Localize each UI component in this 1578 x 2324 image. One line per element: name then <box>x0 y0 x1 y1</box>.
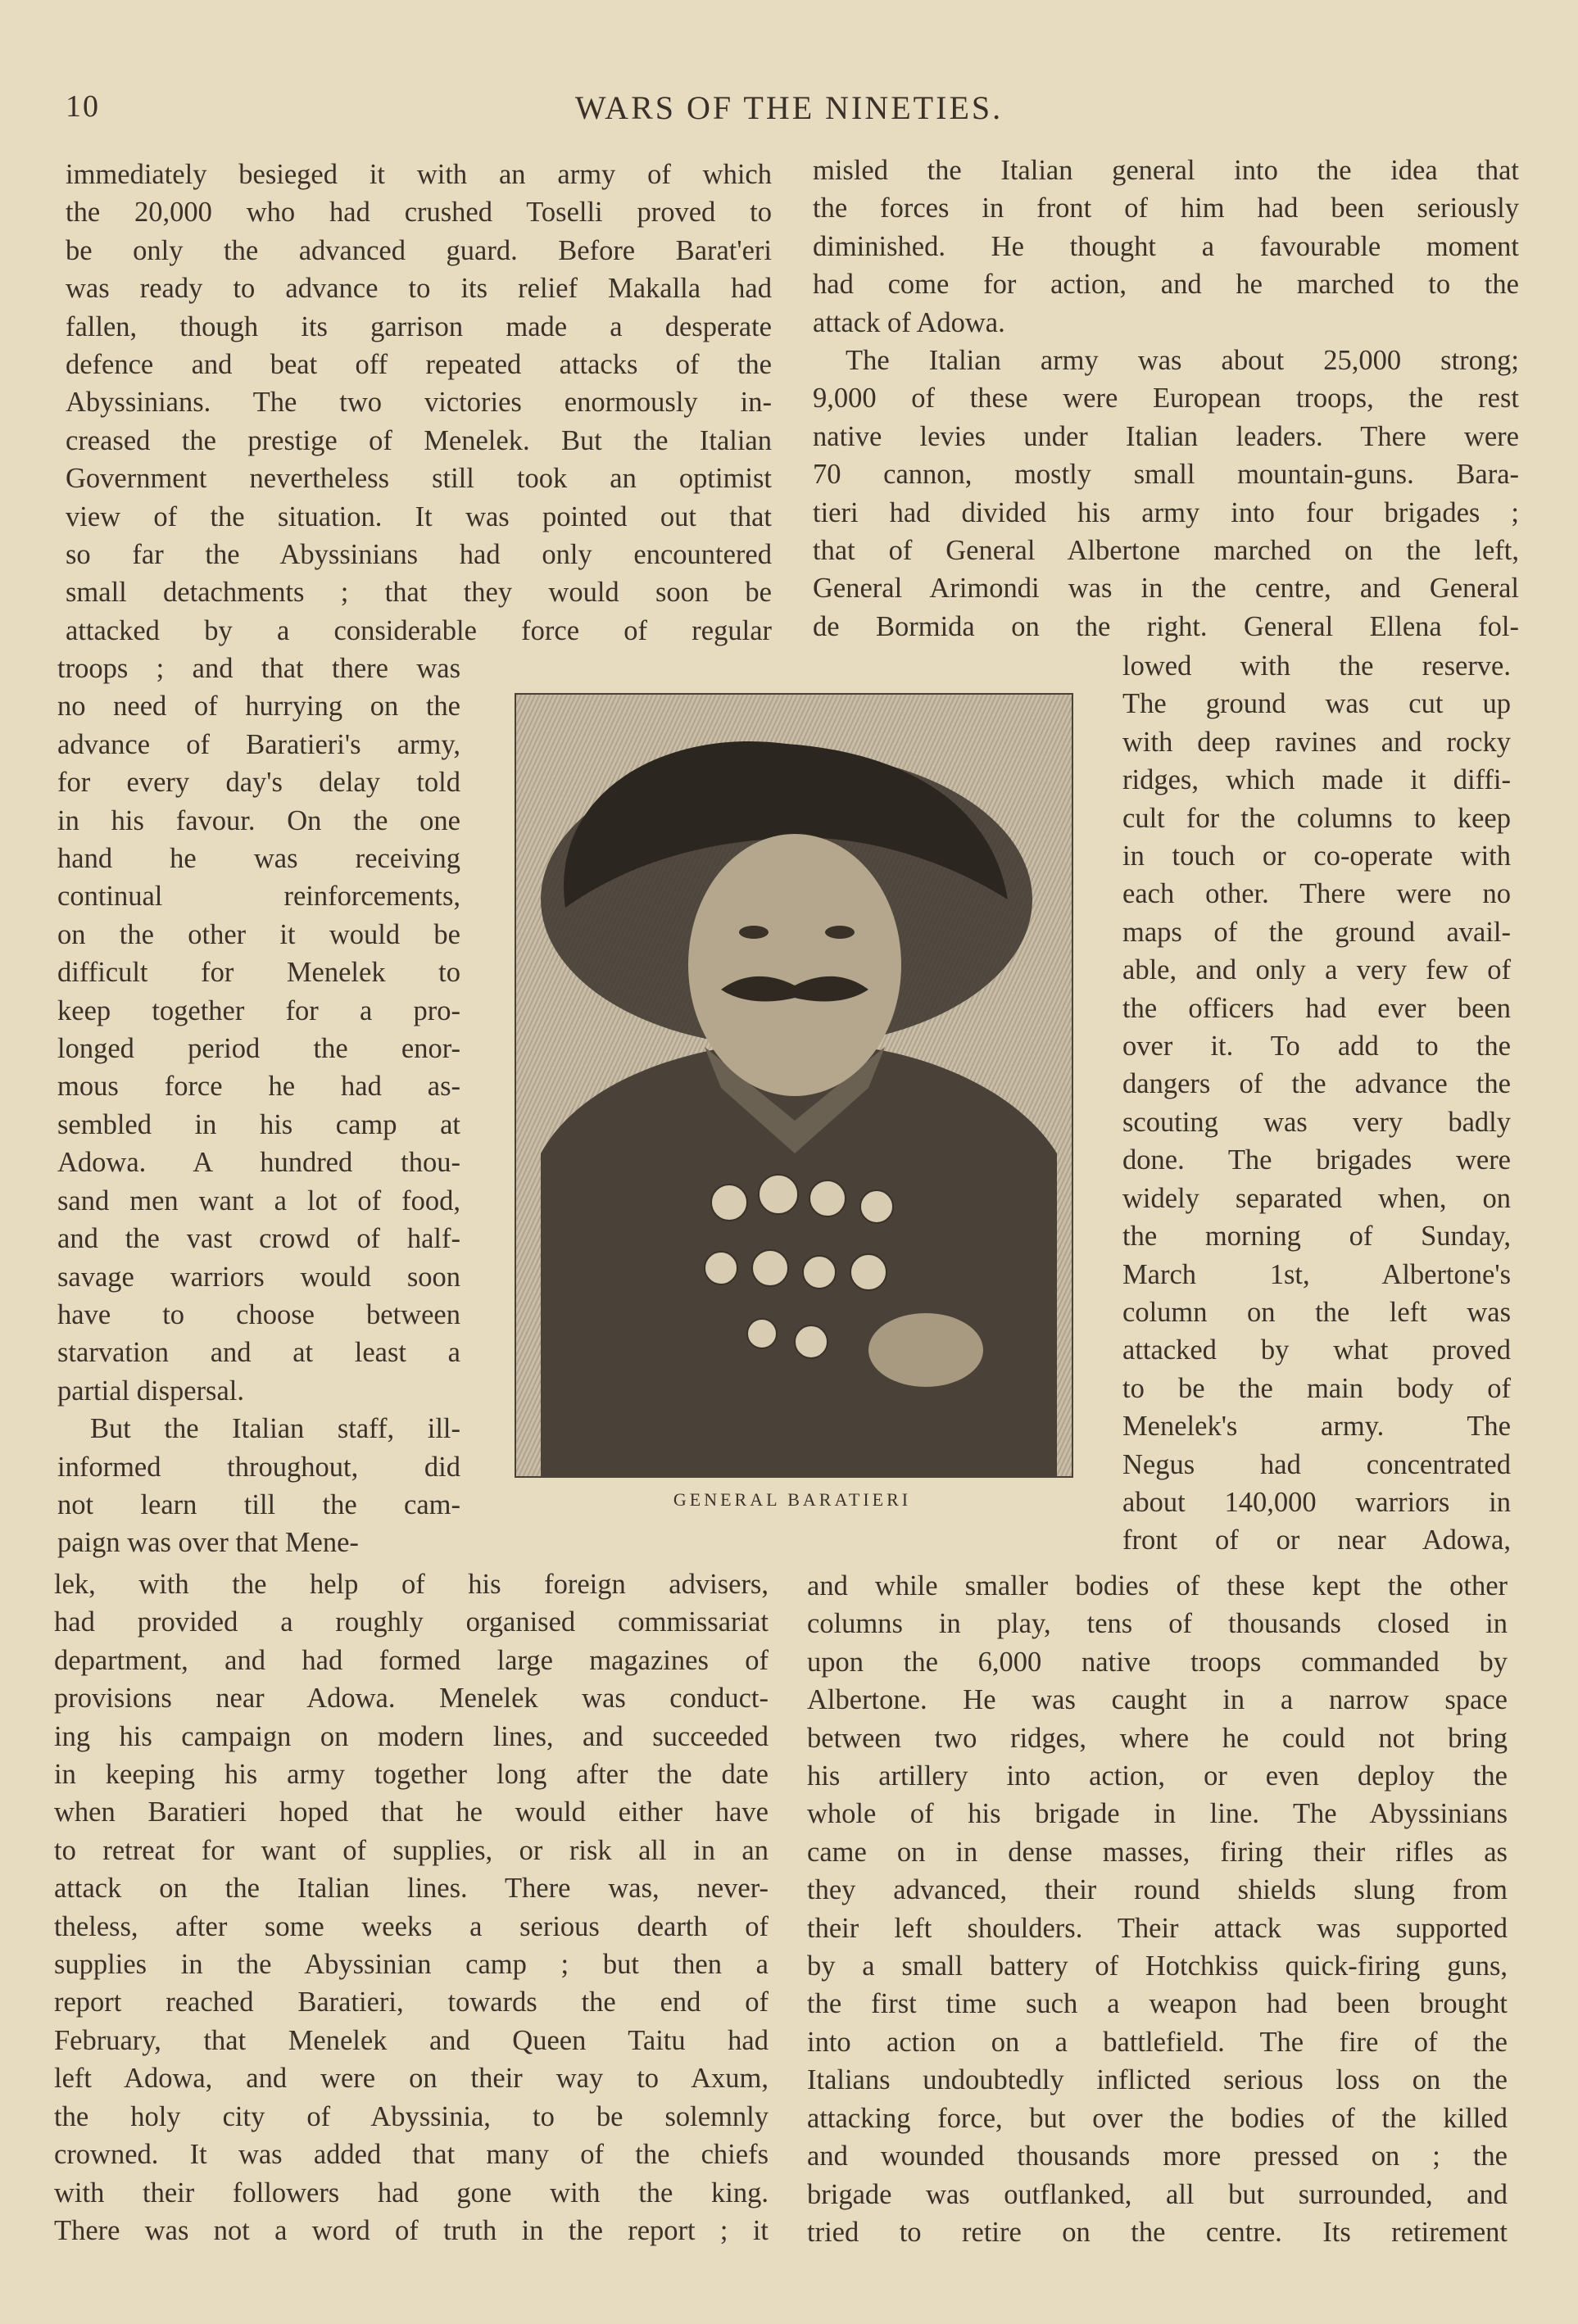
text-line: March 1st, Albertone's <box>1122 1258 1511 1290</box>
text-line: February, that Menelek and Queen Taitu had <box>54 2024 769 2056</box>
text-line: over it. To add to the <box>1122 1031 1511 1062</box>
right-column-bottom <box>807 1567 1508 2251</box>
text-line: continual reinforcements, <box>57 881 460 913</box>
text-line: front of or near Adowa, <box>1122 1524 1511 1556</box>
text-line: Government nevertheless still took an optimist <box>66 463 772 495</box>
text-line: came on in dense masses, firing their rifles as <box>807 1836 1508 1868</box>
text-line: defence and beat off repeated attacks of the <box>66 349 772 381</box>
text-line: native levies under Italian leaders. There were <box>813 420 1519 452</box>
text-line: columns in play, tens of thousands closed in <box>807 1608 1508 1640</box>
text-line: was ready to advance to its relief Makalla had <box>66 273 772 305</box>
right-column-top <box>813 152 1519 646</box>
text-line: the officers had ever been <box>1122 992 1511 1024</box>
text-line: There was not a word of truth in the report ; it <box>54 2214 769 2246</box>
text-line: be only the advanced guard. Before Barat'eri <box>66 234 772 266</box>
text-line: upon the 6,000 native troops commanded by <box>807 1646 1508 1678</box>
text-line: 70 cannon, mostly small mountain-guns. Bara- <box>813 459 1519 491</box>
text-line: sand men want a lot of food, <box>57 1185 460 1216</box>
text-line: with their followers had gone with the king. <box>54 2177 769 2208</box>
right-eye <box>825 926 855 939</box>
text-line: diminished. He thought a favourable moment <box>813 230 1519 262</box>
face <box>688 834 901 1096</box>
text-line: tieri had divided his army into four brigades ; <box>813 496 1519 528</box>
text-line: and wounded thousands more pressed on ; the <box>807 2141 1508 2172</box>
text-line: informed throughout, did <box>57 1451 460 1483</box>
text-line: had provided a roughly organised commissariat <box>54 1606 769 1638</box>
text-line: they advanced, their round shields slung from <box>807 1874 1508 1906</box>
text-line: partial dispersal. <box>57 1375 245 1407</box>
text-line: maps of the ground avail- <box>1122 916 1511 948</box>
text-line: had come for action, and he marched to the <box>813 269 1519 301</box>
text-line: able, and only a very few of <box>1122 954 1511 986</box>
text-line: left Adowa, and were on their way to Axum, <box>54 2063 769 2095</box>
text-line: starvation and at least a <box>57 1337 460 1369</box>
text-line: ing his campaign on modern lines, and succeeded <box>54 1720 769 1752</box>
text-line: tried to retire on the centre. Its retirement <box>807 2216 1508 2248</box>
text-line: done. The brigades were <box>1122 1144 1511 1176</box>
text-line: troops ; and that there was <box>57 653 460 684</box>
text-line: department, and had formed large magazines of <box>54 1644 769 1676</box>
text-line: small detachments ; that they would soon be <box>66 577 772 609</box>
text-line: no need of hurrying on the <box>57 691 460 723</box>
text-line: 9,000 of these were European troops, the rest <box>813 383 1519 415</box>
portrait-engraving <box>515 693 1073 1478</box>
text-line: mous force he had as- <box>57 1071 460 1103</box>
text-line: Menelek's army. The <box>1122 1411 1511 1443</box>
text-line: misled the Italian general into the idea that <box>813 155 1519 186</box>
text-line: in keeping his army together long after the date <box>54 1759 769 1791</box>
text-line: lek, with the help of his foreign advisers, <box>54 1569 769 1600</box>
text-line: the holy city of Abyssinia, to be solemnly <box>54 2100 769 2132</box>
text-line: so far the Abyssinians had only encountered <box>66 539 772 571</box>
text-line: attacking force, but over the bodies of the killed <box>807 2102 1508 2134</box>
text-line: to be the main body of <box>1122 1372 1511 1404</box>
text-line: Albertone. He was caught in a narrow space <box>807 1684 1508 1716</box>
text-line: provisions near Adowa. Menelek was conduct- <box>54 1683 769 1715</box>
text-line: to retreat for want of supplies, or risk all in an <box>54 1834 769 1866</box>
text-line: that of General Albertone marched on the left, <box>813 535 1519 567</box>
text-line: with deep ravines and rocky <box>1122 726 1511 758</box>
text-line: view of the situation. It was pointed out that <box>66 501 772 532</box>
text-line: in his favour. On the one <box>57 804 460 836</box>
right-column-wrap <box>1122 647 1511 1560</box>
text-line: ridges, which made it diffi- <box>1122 764 1511 796</box>
text-line: Abyssinians. The two victories enormously in- <box>66 387 772 419</box>
text-line: report reached Baratieri, towards the end of <box>54 1986 769 2018</box>
text-line: attacked by a considerable force of regular <box>66 614 772 646</box>
left-column-bottom <box>54 1565 769 2249</box>
text-line: and while smaller bodies of these kept the other <box>807 1570 1508 1601</box>
portrait-illustration <box>516 695 1072 1476</box>
text-line: his artillery into action, or even deploy the <box>807 1760 1508 1792</box>
text-line: General Arimondi was in the centre, and General <box>813 573 1519 605</box>
text-line: when Baratieri hoped that he would either have <box>54 1796 769 1828</box>
text-line: The ground was cut up <box>1122 688 1511 720</box>
text-line: advance of Baratieri's army, <box>57 728 460 760</box>
book-title: WARS OF THE NINETIES. <box>574 89 1004 126</box>
text-line: immediately besieged it with an army of which <box>66 159 772 190</box>
text-line: keep together for a pro- <box>57 994 460 1026</box>
text-line: the forces in front of him had been seriously <box>813 193 1519 224</box>
text-line: difficult for Menelek to <box>57 957 460 989</box>
text-line: crowned. It was added that many of the chiefs <box>54 2139 769 2171</box>
text-line: not learn till the cam- <box>57 1488 460 1520</box>
text-line: widely separated when, on <box>1122 1182 1511 1214</box>
text-line: supplies in the Abyssinian camp ; but then a <box>54 1949 769 1981</box>
text-line: for every day's delay told <box>57 767 460 799</box>
text-line: attacked by what proved <box>1122 1334 1511 1366</box>
text-line: hand he was receiving <box>57 843 460 875</box>
text-line: cult for the columns to keep <box>1122 802 1511 834</box>
text-line: Italians undoubtedly inflicted serious loss on the <box>807 2064 1508 2096</box>
running-head <box>66 82 1512 131</box>
text-line: whole of his brigade in line. The Abyssinians <box>807 1798 1508 1830</box>
text-line: longed period the enor- <box>57 1033 460 1065</box>
text-line: attack of Adowa. <box>813 306 1005 338</box>
page-number: 10 <box>66 89 100 124</box>
text-line: dangers of the advance the <box>1122 1068 1511 1100</box>
text-line: savage warriors would soon <box>57 1261 460 1293</box>
text-line: attack on the Italian lines. There was, never- <box>54 1873 769 1905</box>
text-line: lowed with the reserve. <box>1122 650 1511 682</box>
text-line: fallen, though its garrison made a desperate <box>66 310 772 342</box>
text-line: scouting was very badly <box>1122 1106 1511 1138</box>
text-line: paign was over that Mene- <box>57 1527 359 1559</box>
text-line: creased the prestige of Menelek. But the Italian <box>66 424 772 456</box>
text-line: the 20,000 who had crushed Toselli proved to <box>66 197 772 229</box>
text-line: each other. There were no <box>1122 878 1511 910</box>
left-column-top <box>66 156 772 650</box>
text-line: in touch or co-operate with <box>1122 840 1511 872</box>
text-line: the first time such a weapon had been brought <box>807 1988 1508 2020</box>
text-line: sembled in his camp at <box>57 1108 460 1140</box>
text-line: between two ridges, where he could not bring <box>807 1722 1508 1754</box>
left-eye <box>739 926 769 939</box>
left-column-wrap <box>57 650 460 1562</box>
text-line: The Italian army was about 25,000 strong; <box>846 345 1519 377</box>
uniform <box>541 1047 1057 1476</box>
text-line: de Bormida on the right. General Ellena fol- <box>813 610 1519 642</box>
text-line: have to choose between <box>57 1298 460 1330</box>
text-line: their left shoulders. Their attack was supported <box>807 1912 1508 1944</box>
text-line: by a small battery of Hotchkiss quick-firing guns, <box>807 1950 1508 1982</box>
text-line: the morning of Sunday, <box>1122 1221 1511 1253</box>
text-line: and the vast crowd of half- <box>57 1223 460 1255</box>
text-line: Adowa. A hundred thou- <box>57 1147 460 1179</box>
text-line: brigade was outflanked, all but surrounded, and <box>807 2178 1508 2210</box>
text-line: on the other it would be <box>57 918 460 950</box>
text-line: about 140,000 warriors in <box>1122 1486 1511 1518</box>
text-line: theless, after some weeks a serious dearth of <box>54 1910 769 1942</box>
text-line: into action on a battlefield. The fire of the <box>807 2026 1508 2058</box>
portrait-caption: GENERAL BARATIERI <box>673 1489 912 1510</box>
text-line: But the Italian staff, ill- <box>90 1413 460 1445</box>
text-line: Negus had concentrated <box>1122 1448 1511 1480</box>
text-line: column on the left was <box>1122 1296 1511 1328</box>
hand <box>868 1313 983 1387</box>
